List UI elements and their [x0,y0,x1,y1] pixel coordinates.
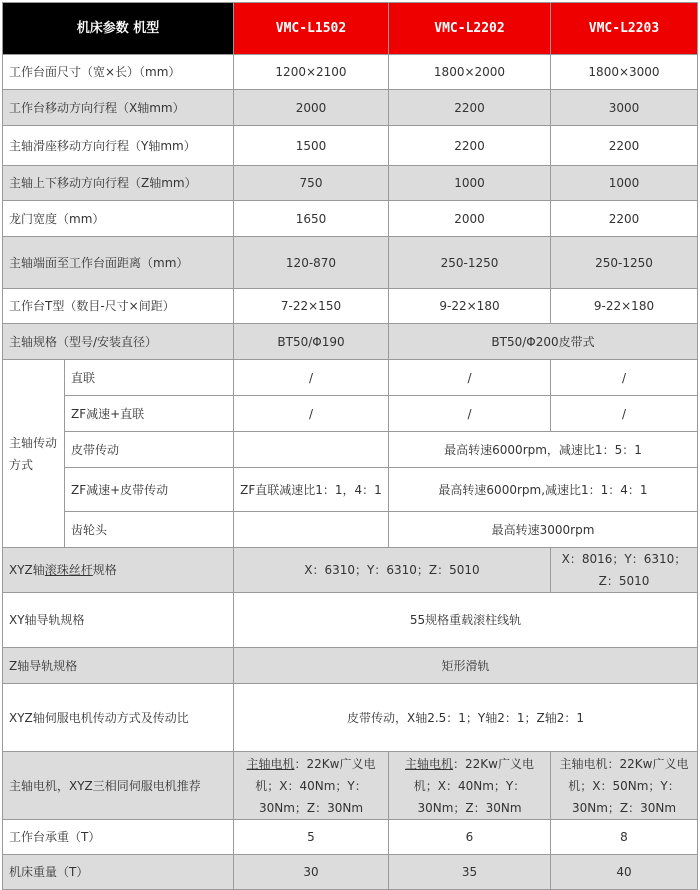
header-row [3,3,698,55]
row-z-travel [3,166,698,201]
row-label: 工作台T型（数目-尺寸×间距） [3,289,234,324]
cell-value: 1000 [551,166,698,201]
cell-value: 40 [551,855,698,890]
row-xy-guide [3,593,698,648]
cell-value: / [234,396,389,432]
motor-text: ：22Kw广义电机；X：40Nm；Y：30Nm；Z：30Nm [255,756,376,815]
label-suffix: 规格 [92,563,117,577]
cell-value: 最高转速6000rpm，减速比1：5：1 [389,432,698,468]
drive-group-label: 主轴传动方式 [3,360,65,548]
motor-text: ：22Kw广义电机；X：40Nm；Y：30Nm；Z：30Nm [413,756,534,815]
cell-value: 2000 [389,201,551,237]
row-label: 主轴规格（型号/安装直径） [3,324,234,360]
row-x-travel [3,90,698,126]
model-header-2: VMC-L2202 [389,3,551,55]
row-label: XYZ轴伺服电机传动方式及传动比 [3,684,234,752]
model-header-3: VMC-L2203 [551,3,698,55]
row-label: 工作台承重（T） [3,820,234,855]
row-label: ZF减速+直联 [65,396,234,432]
cell-value: 7-22×150 [234,289,389,324]
cell-value: 2200 [551,201,698,237]
cell-value: 250-1250 [551,237,698,289]
row-t-slot [3,289,698,324]
row-label: 直联 [65,360,234,396]
row-label: 皮带传动 [65,432,234,468]
cell-value: / [234,360,389,396]
cell-value: 2200 [389,126,551,166]
row-ballscrew [3,548,698,593]
cell-value: 1800×2000 [389,55,551,90]
motor-text: 主轴电机：22Kw广义电机；X：50Nm；Y：30Nm；Z：30Nm [559,756,689,815]
cell-value: / [551,360,698,396]
row-servo-drive [3,684,698,752]
cell-value: X：6310；Y：6310；Z：5010 [234,548,551,593]
cell-value: 皮带传动，X轴2.5：1；Y轴2：1；Z轴2：1 [234,684,698,752]
row-label: Z轴导轨规格 [3,648,234,684]
cell-value: / [551,396,698,432]
cell-value: 120-870 [234,237,389,289]
cell-value: BT50/Φ190 [234,324,389,360]
cell-value: / [389,396,551,432]
cell-value: 250-1250 [389,237,551,289]
ballscrew-link[interactable]: 滚珠丝杆 [44,563,93,577]
cell-value: 9-22×180 [389,289,551,324]
cell-value [234,512,389,548]
row-label: 主轴上下移动方向行程（Z轴mm） [3,166,234,201]
motor-link[interactable]: 主轴电机 [405,756,454,771]
row-drive-direct [3,360,698,396]
cell-value: 3000 [551,90,698,126]
row-label: 主轴电机，XYZ三相同伺服电机推荐 [3,752,234,820]
row-label: XY轴导轨规格 [3,593,234,648]
cell-value [551,752,698,820]
cell-value [389,752,551,820]
cell-value: 5 [234,820,389,855]
cell-value: 55规格重载滚柱线轨 [234,593,698,648]
cell-value: 最高转速6000rpm,减速比1：1：4：1 [389,468,698,512]
cell-value: 1500 [234,126,389,166]
row-table-size [3,55,698,90]
cell-value: 9-22×180 [551,289,698,324]
cell-value: 1000 [389,166,551,201]
model-header-1: VMC-L1502 [234,3,389,55]
cell-value: 最高转速3000rpm [389,512,698,548]
cell-value: ZF直联减速比1：1，4：1 [234,468,389,512]
row-label: 工作台面尺寸（宽×长）（mm） [3,55,234,90]
row-label: 工作台移动方向行程（X轴mm） [3,90,234,126]
cell-value: 750 [234,166,389,201]
row-y-travel [3,126,698,166]
row-machine-weight [3,855,698,890]
cell-value: 1200×2100 [234,55,389,90]
row-label: ZF减速+皮带传动 [65,468,234,512]
row-label: 龙门宽度（mm） [3,201,234,237]
cell-value: X：8016；Y：6310；Z：5010 [551,548,698,593]
cell-value: 8 [551,820,698,855]
cell-value: 35 [389,855,551,890]
row-label: 齿轮头 [65,512,234,548]
cell-value: 2200 [389,90,551,126]
row-z-guide [3,648,698,684]
row-label: 主轴滑座移动方向行程（Y轴mm） [3,126,234,166]
row-drive-gear-head [3,512,698,548]
cell-value: 1800×3000 [551,55,698,90]
cell-value: / [389,360,551,396]
row-table-load [3,820,698,855]
cell-value: 1650 [234,201,389,237]
motor-link[interactable]: 主轴电机 [246,756,295,771]
row-label: 主轴端面至工作台面距离（mm） [3,237,234,289]
row-motors [3,752,698,820]
row-label [3,548,234,593]
cell-value: 6 [389,820,551,855]
cell-value: 2200 [551,126,698,166]
cell-value: 2000 [234,90,389,126]
row-label: 机床重量（T） [3,855,234,890]
row-drive-belt [3,432,698,468]
header-corner: 机床参数 机型 [3,3,234,55]
row-drive-zf-direct [3,396,698,432]
row-nose-distance [3,237,698,289]
cell-value: 矩形滑轨 [234,648,698,684]
label-prefix: XYZ轴 [9,563,45,577]
row-drive-zf-belt [3,468,698,512]
spec-table [2,2,698,890]
row-gantry-width [3,201,698,237]
cell-value [234,752,389,820]
cell-value: 30 [234,855,389,890]
cell-value: BT50/Φ200皮带式 [389,324,698,360]
row-spindle-spec [3,324,698,360]
cell-value [234,432,389,468]
